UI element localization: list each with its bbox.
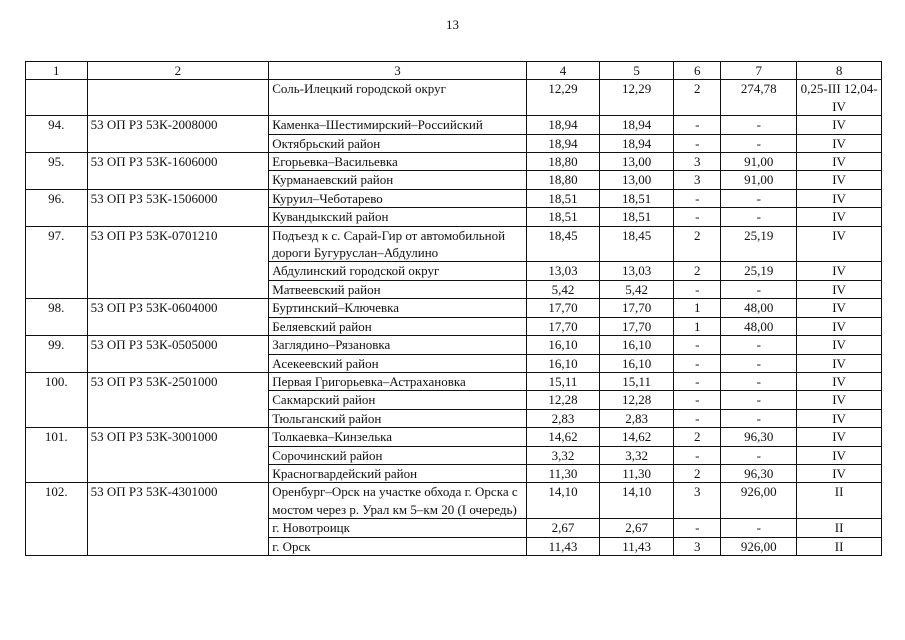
col6-cell: - — [674, 446, 721, 464]
road-code-cell: 53 ОП РЗ 53К-0505000 — [87, 336, 269, 354]
header-cell: 3 — [269, 62, 526, 80]
header-cell: 4 — [526, 62, 600, 80]
row-number-cell — [26, 134, 88, 152]
road-code-cell — [87, 354, 269, 372]
col8-cell: II — [797, 519, 882, 537]
road-code-cell: 53 ОП РЗ 53К-0701210 — [87, 226, 269, 262]
col8-cell: IV — [797, 134, 882, 152]
road-code-cell — [87, 464, 269, 482]
col7-cell: - — [721, 336, 797, 354]
road-name-cell: Первая Григорьевка–Астрахановка — [269, 372, 526, 390]
col8-cell: II — [797, 537, 882, 555]
road-code-cell — [87, 446, 269, 464]
col5-cell: 13,03 — [600, 262, 674, 280]
col5-cell: 13,00 — [600, 171, 674, 189]
header-cell: 1 — [26, 62, 88, 80]
col7-cell: 96,30 — [721, 428, 797, 446]
road-code-cell: 53 ОП РЗ 53К-1606000 — [87, 153, 269, 171]
row-number-cell — [26, 208, 88, 226]
col7-cell: 91,00 — [721, 153, 797, 171]
col7-cell: 926,00 — [721, 537, 797, 555]
road-code-cell — [87, 391, 269, 409]
row-number-cell: 101. — [26, 428, 88, 446]
col7-cell: - — [721, 446, 797, 464]
road-name-cell: Заглядино–Рязановка — [269, 336, 526, 354]
col6-cell: - — [674, 354, 721, 372]
col8-cell: IV — [797, 189, 882, 207]
col6-cell: - — [674, 116, 721, 134]
col5-cell: 18,51 — [600, 189, 674, 207]
col8-cell: IV — [797, 446, 882, 464]
table-row — [26, 428, 882, 446]
col4-cell: 18,80 — [526, 153, 600, 171]
row-number-cell — [26, 464, 88, 482]
row-number-cell: 95. — [26, 153, 88, 171]
road-name-cell: Оренбург–Орск на участке обхода г. Орска с мостом через р. Урал км 5–км 20 (I очередь) — [269, 483, 526, 519]
road-code-cell: 53 ОП РЗ 53К-1506000 — [87, 189, 269, 207]
road-code-cell: 53 ОП РЗ 53К-3001000 — [87, 428, 269, 446]
col5-cell: 12,28 — [600, 391, 674, 409]
table-row — [26, 80, 882, 116]
table-row — [26, 537, 882, 555]
row-number-cell — [26, 391, 88, 409]
col4-cell: 15,11 — [526, 372, 600, 390]
table-row — [26, 317, 882, 335]
col5-cell: 16,10 — [600, 336, 674, 354]
col4-cell: 18,51 — [526, 208, 600, 226]
col5-cell: 2,83 — [600, 409, 674, 427]
col5-cell: 12,29 — [600, 80, 674, 116]
col5-cell: 18,51 — [600, 208, 674, 226]
road-name-cell: Егорьевка–Васильевка — [269, 153, 526, 171]
col5-cell: 18,94 — [600, 134, 674, 152]
col6-cell: - — [674, 189, 721, 207]
col6-cell: - — [674, 280, 721, 298]
col5-cell: 16,10 — [600, 354, 674, 372]
table-row — [26, 280, 882, 298]
row-number-cell — [26, 80, 88, 116]
header-cell: 6 — [674, 62, 721, 80]
col5-cell: 15,11 — [600, 372, 674, 390]
header-cell: 2 — [87, 62, 269, 80]
col7-cell: - — [721, 189, 797, 207]
col4-cell: 17,70 — [526, 317, 600, 335]
table-body — [26, 80, 882, 556]
road-name-cell: Сакмарский район — [269, 391, 526, 409]
col4-cell: 14,62 — [526, 428, 600, 446]
col4-cell: 14,10 — [526, 483, 600, 519]
road-code-cell — [87, 80, 269, 116]
col8-cell: IV — [797, 153, 882, 171]
col6-cell: 1 — [674, 299, 721, 317]
road-name-cell: Подъезд к с. Сарай-Гир от автомобильной дороги Бугуруслан–Абдулино — [269, 226, 526, 262]
col7-cell: - — [721, 280, 797, 298]
road-code-cell: 53 ОП РЗ 53К-4301000 — [87, 483, 269, 519]
road-code-cell — [87, 409, 269, 427]
col7-cell: - — [721, 409, 797, 427]
header-cell: 8 — [797, 62, 882, 80]
table-row — [26, 153, 882, 171]
row-number-cell — [26, 317, 88, 335]
road-code-cell — [87, 280, 269, 298]
road-name-cell: Беляевский район — [269, 317, 526, 335]
road-name-cell: Матвеевский район — [269, 280, 526, 298]
col5-cell: 13,00 — [600, 153, 674, 171]
col8-cell: II — [797, 483, 882, 519]
row-number-cell — [26, 280, 88, 298]
col8-cell: IV — [797, 354, 882, 372]
table-row — [26, 262, 882, 280]
table-row — [26, 409, 882, 427]
road-name-cell: Сорочинский район — [269, 446, 526, 464]
col4-cell: 17,70 — [526, 299, 600, 317]
col4-cell: 18,45 — [526, 226, 600, 262]
road-name-cell: Курманаевский район — [269, 171, 526, 189]
col4-cell: 13,03 — [526, 262, 600, 280]
col5-cell: 17,70 — [600, 317, 674, 335]
col4-cell: 18,51 — [526, 189, 600, 207]
header-row — [26, 62, 882, 80]
road-code-cell — [87, 519, 269, 537]
col7-cell: 96,30 — [721, 464, 797, 482]
table-row — [26, 446, 882, 464]
col8-cell: IV — [797, 226, 882, 262]
row-number-cell: 94. — [26, 116, 88, 134]
col8-cell: IV — [797, 464, 882, 482]
col5-cell: 14,62 — [600, 428, 674, 446]
road-code-cell — [87, 262, 269, 280]
col6-cell: 2 — [674, 226, 721, 262]
col4-cell: 18,94 — [526, 134, 600, 152]
col8-cell: IV — [797, 409, 882, 427]
col6-cell: - — [674, 409, 721, 427]
table-row — [26, 134, 882, 152]
col7-cell: 48,00 — [721, 317, 797, 335]
row-number-cell: 97. — [26, 226, 88, 262]
col4-cell: 5,42 — [526, 280, 600, 298]
road-name-cell: Буртинский–Ключевка — [269, 299, 526, 317]
row-number-cell: 100. — [26, 372, 88, 390]
col5-cell: 11,30 — [600, 464, 674, 482]
table-row — [26, 299, 882, 317]
col6-cell: 2 — [674, 80, 721, 116]
col7-cell: - — [721, 116, 797, 134]
road-name-cell: Куруил–Чеботарево — [269, 189, 526, 207]
col5-cell: 11,43 — [600, 537, 674, 555]
col4-cell: 2,67 — [526, 519, 600, 537]
road-code-cell — [87, 208, 269, 226]
col5-cell: 18,94 — [600, 116, 674, 134]
col6-cell: 2 — [674, 464, 721, 482]
col8-cell: IV — [797, 336, 882, 354]
row-number-cell: 98. — [26, 299, 88, 317]
col8-cell: IV — [797, 299, 882, 317]
row-number-cell — [26, 171, 88, 189]
table-row — [26, 519, 882, 537]
road-name-cell: г. Новотроицк — [269, 519, 526, 537]
road-name-cell: Тюльганский район — [269, 409, 526, 427]
col6-cell: 3 — [674, 171, 721, 189]
road-name-cell: Толкаевка–Кинзелька — [269, 428, 526, 446]
col7-cell: 274,78 — [721, 80, 797, 116]
col8-cell: IV — [797, 171, 882, 189]
col4-cell: 18,94 — [526, 116, 600, 134]
col7-cell: 926,00 — [721, 483, 797, 519]
col4-cell: 2,83 — [526, 409, 600, 427]
col6-cell: 3 — [674, 483, 721, 519]
col4-cell: 12,28 — [526, 391, 600, 409]
col5-cell: 3,32 — [600, 446, 674, 464]
col6-cell: - — [674, 391, 721, 409]
road-name-cell: Асекеевский район — [269, 354, 526, 372]
col7-cell: 25,19 — [721, 226, 797, 262]
page-number: 13 — [446, 17, 459, 32]
table-row — [26, 354, 882, 372]
table-row — [26, 464, 882, 482]
col7-cell: - — [721, 208, 797, 226]
table-row — [26, 483, 882, 519]
col6-cell: 1 — [674, 317, 721, 335]
col4-cell: 16,10 — [526, 336, 600, 354]
col6-cell: - — [674, 372, 721, 390]
col8-cell: IV — [797, 391, 882, 409]
road-code-cell — [87, 317, 269, 335]
col8-cell: 0,25-III 12,04-IV — [797, 80, 882, 116]
row-number-cell — [26, 519, 88, 537]
col6-cell: 2 — [674, 262, 721, 280]
road-name-cell: г. Орск — [269, 537, 526, 555]
col4-cell: 3,32 — [526, 446, 600, 464]
col6-cell: 3 — [674, 537, 721, 555]
col8-cell: IV — [797, 317, 882, 335]
table-row — [26, 116, 882, 134]
col8-cell: IV — [797, 280, 882, 298]
col5-cell: 18,45 — [600, 226, 674, 262]
road-name-cell: Абдулинский городской округ — [269, 262, 526, 280]
col4-cell: 18,80 — [526, 171, 600, 189]
col7-cell: 25,19 — [721, 262, 797, 280]
col7-cell: - — [721, 519, 797, 537]
col7-cell: 91,00 — [721, 171, 797, 189]
col5-cell: 17,70 — [600, 299, 674, 317]
row-number-cell: 96. — [26, 189, 88, 207]
col6-cell: - — [674, 519, 721, 537]
col8-cell: IV — [797, 208, 882, 226]
col7-cell: - — [721, 134, 797, 152]
road-name-cell: Красногвардейский район — [269, 464, 526, 482]
row-number-cell: 102. — [26, 483, 88, 519]
header-cell: 7 — [721, 62, 797, 80]
col4-cell: 12,29 — [526, 80, 600, 116]
road-code-cell: 53 ОП РЗ 53К-0604000 — [87, 299, 269, 317]
col6-cell: - — [674, 208, 721, 226]
col6-cell: 2 — [674, 428, 721, 446]
road-code-cell: 53 ОП РЗ 53К-2008000 — [87, 116, 269, 134]
row-number-cell — [26, 537, 88, 555]
header-cell: 5 — [600, 62, 674, 80]
table-row — [26, 189, 882, 207]
table-row — [26, 226, 882, 262]
col7-cell: - — [721, 372, 797, 390]
col6-cell: 3 — [674, 153, 721, 171]
col6-cell: - — [674, 336, 721, 354]
row-number-cell: 99. — [26, 336, 88, 354]
road-name-cell: Соль-Илецкий городской округ — [269, 80, 526, 116]
col4-cell: 16,10 — [526, 354, 600, 372]
col6-cell: - — [674, 134, 721, 152]
row-number-cell — [26, 354, 88, 372]
road-name-cell: Октябрьский район — [269, 134, 526, 152]
col7-cell: - — [721, 354, 797, 372]
col5-cell: 5,42 — [600, 280, 674, 298]
col5-cell: 2,67 — [600, 519, 674, 537]
col4-cell: 11,30 — [526, 464, 600, 482]
row-number-cell — [26, 262, 88, 280]
row-number-cell — [26, 446, 88, 464]
col7-cell: 48,00 — [721, 299, 797, 317]
row-number-cell — [26, 409, 88, 427]
road-code-cell — [87, 171, 269, 189]
table-row — [26, 391, 882, 409]
col7-cell: - — [721, 391, 797, 409]
road-code-cell — [87, 134, 269, 152]
roads-table — [25, 61, 882, 556]
road-name-cell: Кувандыкский район — [269, 208, 526, 226]
col4-cell: 11,43 — [526, 537, 600, 555]
table-row — [26, 171, 882, 189]
col8-cell: IV — [797, 372, 882, 390]
col8-cell: IV — [797, 428, 882, 446]
road-code-cell — [87, 537, 269, 555]
road-code-cell: 53 ОП РЗ 53К-2501000 — [87, 372, 269, 390]
table-row — [26, 336, 882, 354]
table-row — [26, 372, 882, 390]
col8-cell: IV — [797, 262, 882, 280]
col8-cell: IV — [797, 116, 882, 134]
table-row — [26, 208, 882, 226]
col5-cell: 14,10 — [600, 483, 674, 519]
road-name-cell: Каменка–Шестимирский–Российский — [269, 116, 526, 134]
